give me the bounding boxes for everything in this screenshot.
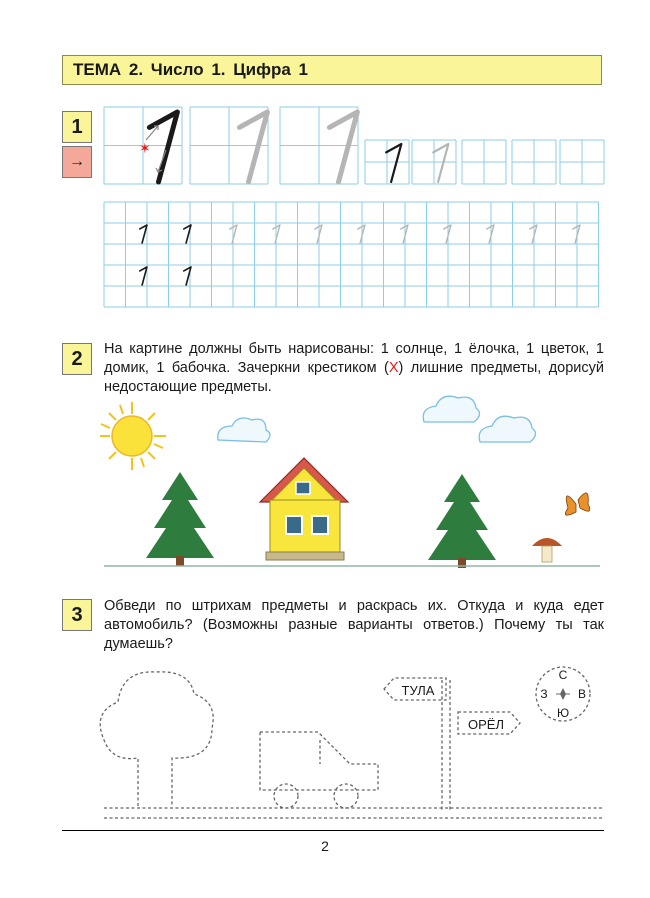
road-outline bbox=[104, 808, 602, 818]
wheel-outline bbox=[274, 784, 298, 808]
compass-south: Ю bbox=[556, 706, 570, 720]
sign-right-label: ОРЁЛ bbox=[468, 717, 504, 732]
task-1-number: 1 bbox=[62, 111, 92, 143]
wheel-outline bbox=[334, 784, 358, 808]
task-2-text: На картине должны быть нарисованы: 1 солнце, 1 ёлочка, 1 цветок, 1 домик, 1 бабочка. Зачеркни крестиком (X) лишние предметы, дорисуй недостающие предметы. bbox=[104, 341, 604, 395]
compass-west: З bbox=[540, 687, 548, 701]
topic-title: ТЕМА 2. Число 1. Цифра 1 bbox=[62, 55, 602, 85]
task-3-text: Обведи по штрихам предметы и раскрась их. Откуда и куда едет автомобиль? (Возможны разные варианты ответов.) Почему ты так думаешь? bbox=[104, 598, 604, 652]
car-outline bbox=[260, 732, 378, 790]
compass-north: С bbox=[558, 668, 568, 682]
footer-rule bbox=[62, 830, 604, 831]
arrow-right-icon: → bbox=[62, 146, 92, 178]
cross-mark: X bbox=[388, 360, 399, 376]
sign-left-label: ТУЛА bbox=[401, 683, 435, 698]
start-star-icon: ✶ bbox=[139, 141, 151, 157]
compass-east: В bbox=[577, 687, 587, 701]
tree-outline bbox=[100, 672, 213, 806]
page-number: 2 bbox=[321, 838, 329, 854]
task-3-number: 3 bbox=[62, 599, 92, 631]
task-2-number: 2 bbox=[62, 343, 92, 375]
